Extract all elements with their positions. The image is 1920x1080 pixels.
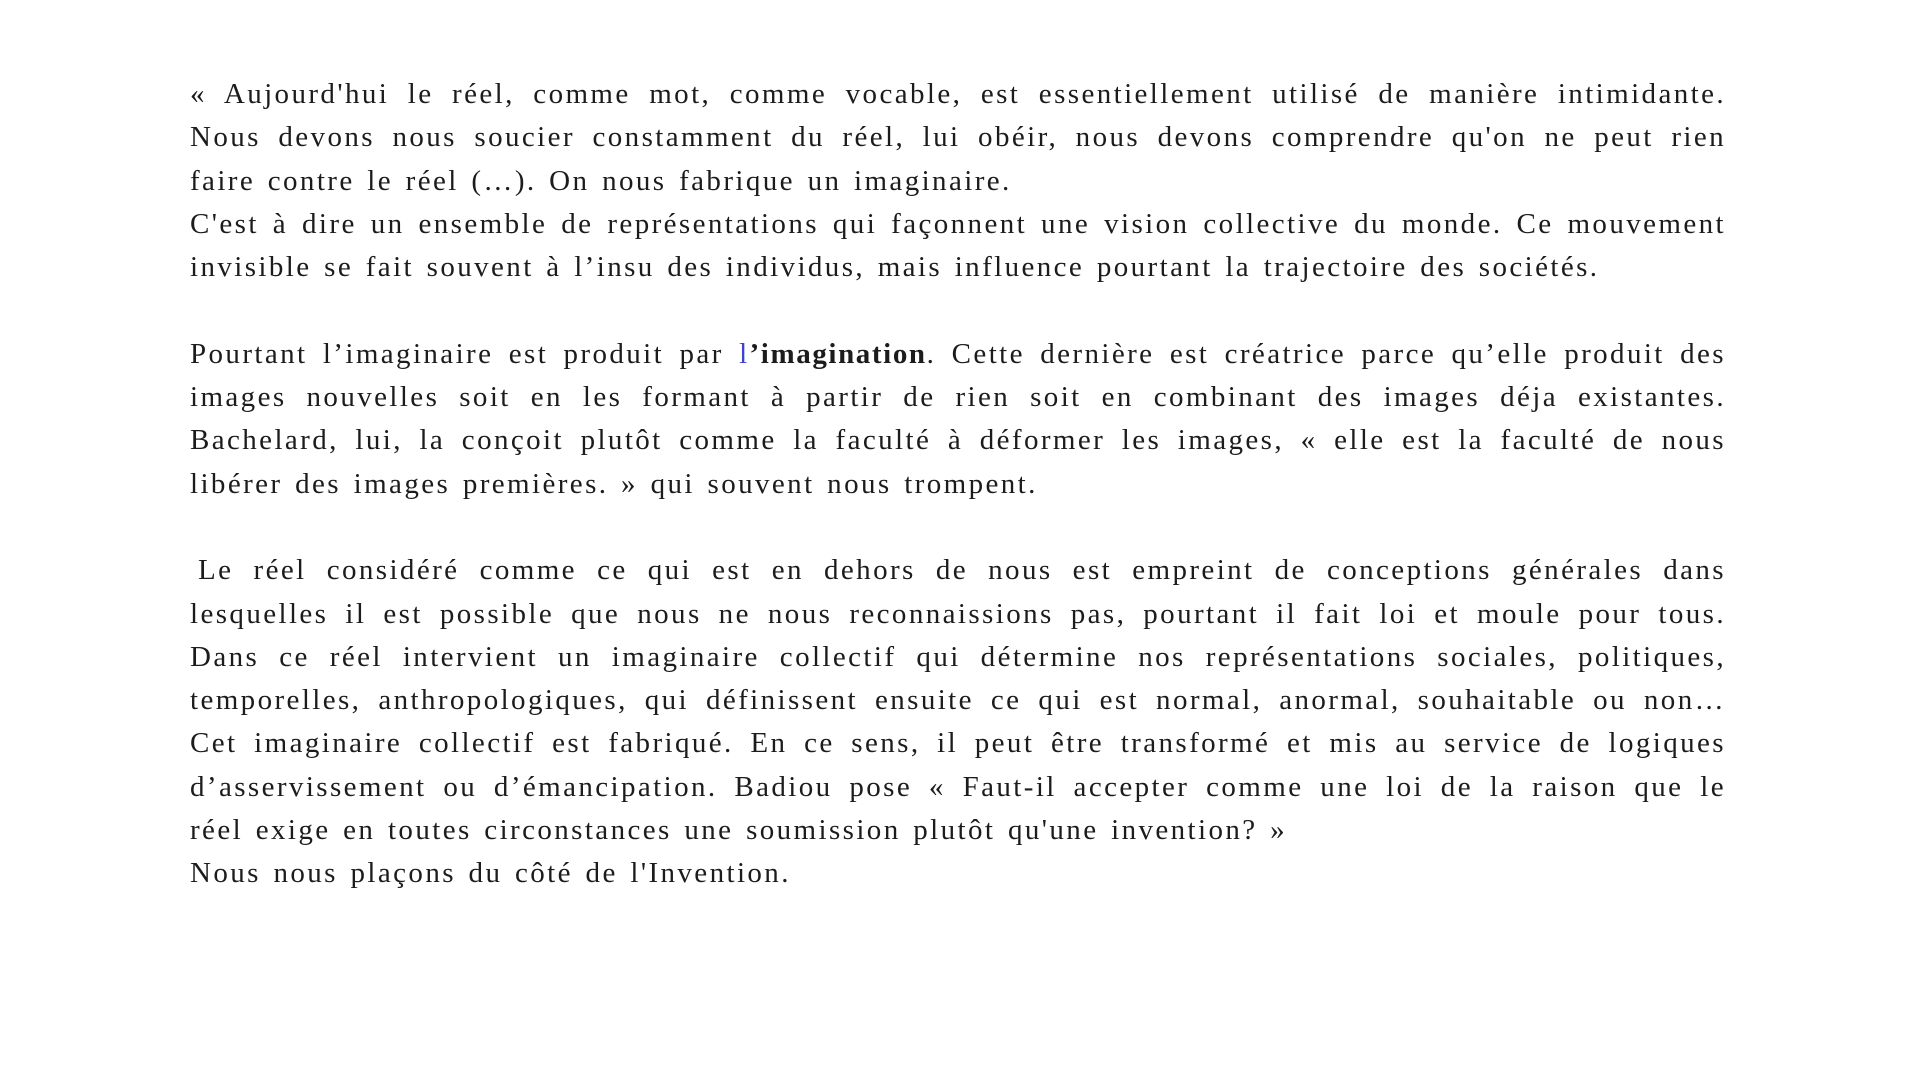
paragraph-2-intro: Pourtant l’imaginaire est produit par xyxy=(190,337,740,370)
paragraph-3 xyxy=(190,549,1726,895)
highlighted-letter: l xyxy=(739,337,750,370)
paragraph-3-text: Le réel considéré comme ce qui est en dehors de nous est empreint de conceptions générales dans lesquelles il est possible que nous ne nous reconnaissions pas, pourtant il fait loi et moule pour tous. Dans ce réel intervient un imaginaire collectif qui détermine nos représentations sociales, politiques, temporelles, anthropologiques, qui définissent ensuite ce qui est normal, anormal, souhaitable ou non… Cet imaginaire collectif est fabriqué. En ce sens, il peut être transformé et mis au service de logiques d’asservissement ou d’émancipation. Badiou pose « Faut-il accepter comme une loi de la raison que le réel exige en toutes circonstances une soumission plutôt qu'une invention? » xyxy=(190,554,1726,847)
paragraph-1-continuation: C'est à dire un ensemble de représentations qui façonnent une vision collective du monde. Ce mouvement invisible se fait souvent à l’insu des individus, mais influence pourtant la trajectoire des sociétés. xyxy=(190,207,1726,284)
paragraph-1 xyxy=(190,73,1726,289)
bold-term-imagination: ’imagination xyxy=(749,337,927,370)
paragraph-2-body: . Cette dernière est créatrice parce qu’elle produit des images nouvelles soit en les formant à partir de rien soit en combinant des images déja existantes. Bachelard, lui, la conçoit plutôt comme la faculté à déformer les images, « elle est la faculté de nous libérer des images premières. » qui souvent nous trompent. xyxy=(190,337,1726,500)
paragraph-1-text: « Aujourd'hui le réel, comme mot, comme vocable, est essentiellement utilisé de manière intimidante. Nous devons nous soucier constamment du réel, lui obéir, nous devons comprendre qu'on ne peut rien faire contre le réel (…). On nous fabrique un imaginaire. xyxy=(190,78,1726,197)
document-body xyxy=(190,73,1726,939)
paragraph-3-conclusion: Nous nous plaçons du côté de l'Invention. xyxy=(190,857,791,890)
paragraph-2 xyxy=(190,333,1726,506)
